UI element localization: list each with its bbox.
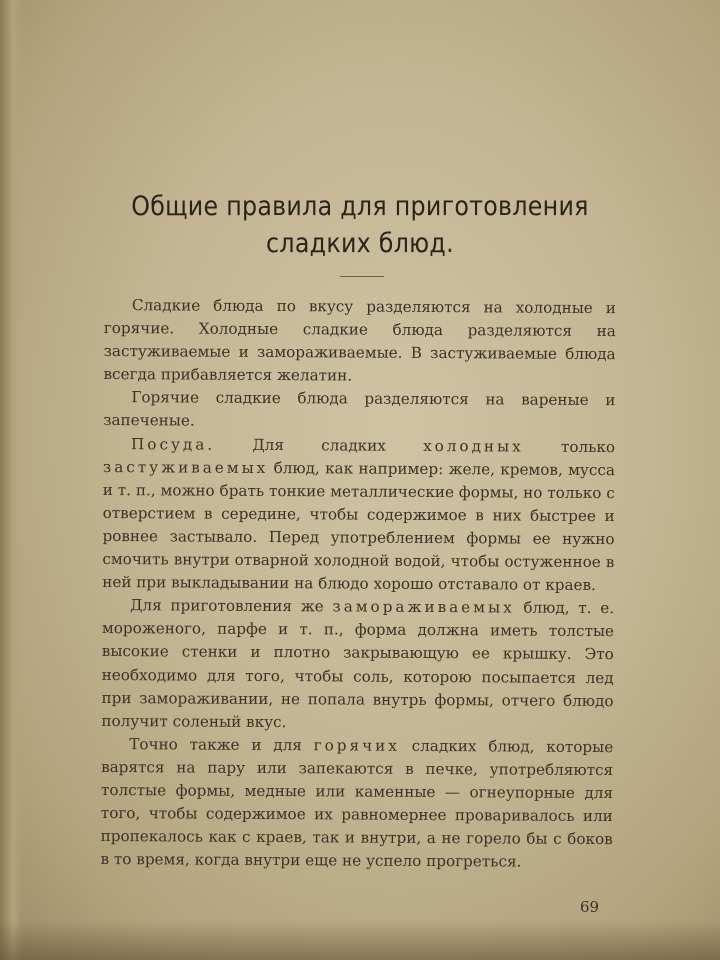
paragraph-3-part-c: блюд, как например: желе, кремов, мусса и т. п., можно брать тонкие металлические формы, но только с отверстием в середине, чтобы содержимое в них быстрее и ровнее застывало. Перед употреблением формы ее нужно смочить внутри отварной холодной водой, чтобы остуженное в ней при выкладывании на блюдо хорошо отставало от краев. [102, 458, 615, 595]
paragraph-3-spaced-1: холодных [423, 436, 524, 456]
page-left-edge [0, 0, 22, 960]
page-number: 69 [580, 898, 600, 916]
paragraph-1: Сладкие блюда по вкусу разделяются на холодные и горячие. Холодные сладкие блюда разделяются на застуживаемые и замораживаемые. В застуживаемые блюда всегда прибавляется желатин. [103, 296, 616, 385]
body-text [100, 294, 616, 874]
paragraph-3-part-a: Для сладких [215, 435, 424, 455]
paragraph-4-part-a: Для приготовления же [130, 596, 333, 616]
paragraph-4 [101, 594, 614, 736]
chapter-title-line-1: Общие правила для приготовления [131, 191, 589, 222]
paragraph-5-spaced: горячих [313, 736, 400, 755]
paragraph-5-part-a: Точно также и для [129, 734, 314, 755]
paragraph-5 [100, 733, 613, 875]
page-bottom-shadow [0, 920, 720, 960]
paragraph-3-lead: Посуда. [131, 434, 216, 454]
paragraph-5-part-b: сладких блюд, которые варятся на пару или запекаются в печке, употребляются толстые формы, медные или каменные — огнеупорные для того, чтобы содержимое их равномернее проваривалось или пропекалось как с краев, так и внутри, а не горело бы с боков в то время, когда внутри еще не успело прогреться. [100, 736, 614, 871]
chapter-title-line-2: сладких блюд. [266, 228, 454, 259]
chapter-title [96, 188, 624, 262]
paragraph-2: Горячие сладкие блюда разделяются на вареные и запеченые. [103, 388, 616, 431]
paragraph-3-spaced-2: застуживаемых [102, 457, 269, 477]
paragraph-3-part-b: только [523, 437, 616, 456]
title-divider [340, 276, 384, 277]
paragraph-3 [102, 433, 615, 598]
paragraph-4-part-b: блюд, т. е. мороженого, парфе и т. п., форма должна иметь толстые высокие стенки и плотно закрывающую ее крышку. Это необходимо для того, чтобы соль, которою посыпается лед при замораживании, не попала внутрь формы, отчего блюдо получит соленый вкус. [101, 598, 615, 731]
paragraph-4-spaced: замораживаемых [332, 597, 515, 617]
